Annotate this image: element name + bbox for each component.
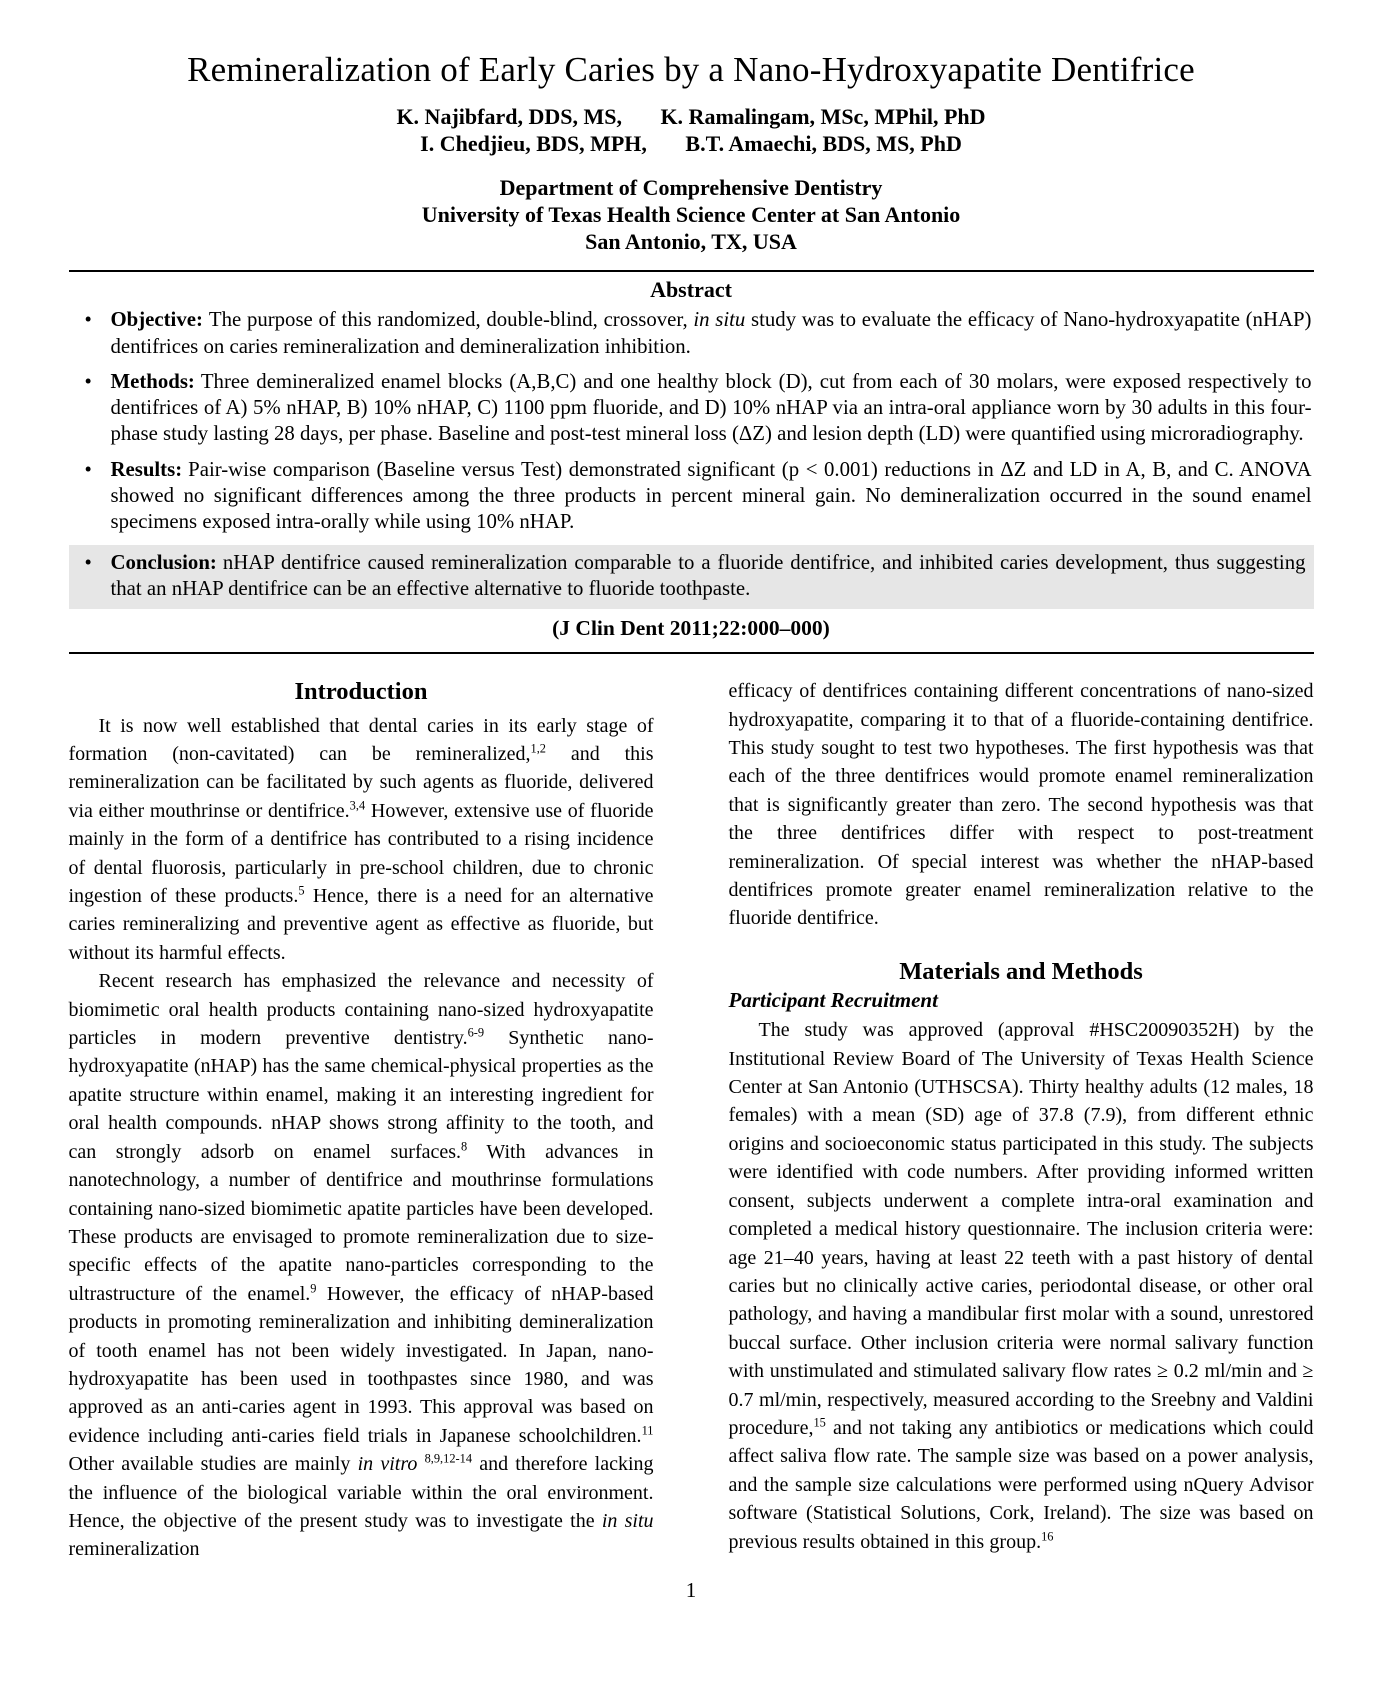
introduction-heading: Introduction [294, 678, 428, 706]
abstract-item-results [69, 457, 1314, 536]
bullet-icon: • [84, 550, 92, 574]
authors-block [69, 103, 1314, 157]
left-column [69, 677, 654, 1564]
introduction-paragraph-2: Recent research has emphasized the relevance and necessity of biomimetic oral health products containing nano-sized hydroxyapatite particles in modern preventive dentistry.$^{6-9}$ Synthetic nano-hydroxyapatite (nHAP) has the same chemical-physical properties as the apatite structure within enamel, making it an interesting ingredient for oral health compounds. nHAP shows strong affinity to the tooth, and can strongly adsorb on enamel surfaces.$^8$ With advances in nanotechnology, a number of dentifrice and mouthrinse formulations containing nano-sized biomimetic apatite particles have been developed. These products are envisaged to promote remineralization due to size-specific effects of the apatite nano-particles corresponding to the ultrastructure of the enamel.$^9$ However, the efficacy of nHAP-based products in promoting remineralization and inhibiting demineralization of tooth enamel has not been widely investigated. In Japan, nano-hydroxyapatite has been used in toothpastes since 1980, and was approved as an anti-caries agent in 1993. This approval was based on evidence including anti-caries field trials in Japanese schoolchildren.$^{11}$ Other available studies are mainly in vitro $^{8,9,12-14}$ and therefore lacking the influence of the biological variable within the oral environment. Hence, the objective of the present study was to investigate the in situ remineralization [68, 970, 654, 1561]
abstract-item-conclusion-highlighted [69, 545, 1314, 610]
abstract-bottom-rule [69, 652, 1314, 654]
introduction-paragraph-1: It is now well established that dental caries in its early stage of formation (non-cavitated) can be remineralized,$^{1,2}$ and this remineralization can be facilitated by such agents as fluoride, delivered via either mouthrinse or dentifrice.$^{3,4}$ However, extensive use of fluoride mainly in the form of a dentifrice has contributed to a rising incidence of dental fluorosis, particularly in pre-school children, due to chronic ingestion of these products.$^5$ Hence, there is a need for an alternative caries remineralizing and preventive agent as effective as fluoride, but without its harmful effects. [68, 714, 654, 964]
abstract-item-methods [69, 369, 1314, 448]
paper-page [69, 0, 1314, 1603]
bullet-icon: • [84, 457, 92, 481]
top-rule [69, 270, 1314, 272]
paper-title: Remineralization of Early Caries by a Nano-Hydroxyapatite Dentifrice [187, 50, 1195, 89]
conclusion-label: Conclusion: [110, 550, 217, 574]
results-text: Pair-wise comparison (Baseline versus Test) demonstrated significant (p < 0.001) reductions in ΔZ and LD in A, B, and C. ANOVA showed no significant differences among the three products in percent mineral gain. No demineralization occurred in the sound enamel specimens exposed intra-orally while using 10% nHAP. [110, 457, 1312, 534]
results-label: Results: [110, 457, 183, 481]
journal-citation: (J Clin Dent 2011;22:000–000) [552, 616, 830, 641]
methods-text: Three demineralized enamel blocks (A,B,C) and one healthy block (D), cut from each of 30 molars, were exposed respectively to dentifrices of A) 5% nHAP, B) 10% nHAP, C) 1100 ppm fluoride, and D) 10% nHAP via an intra-oral appliance worn by 30 adults in this four-phase study lasting 28 days, per phase. Baseline and post-test mineral loss (ΔZ) and lesion depth (LD) were quantified using microradiography. [110, 369, 1312, 446]
abstract-heading: Abstract [650, 277, 732, 303]
participant-recruitment-subheading: Participant Recruitment [728, 988, 938, 1013]
bullet-icon: • [84, 308, 92, 332]
objective-label: Objective: [110, 308, 203, 332]
introduction-paragraph-continuation: efficacy of dentifrices containing different concentrations of nano-sized hydroxyapatite, comparing it to that of a fluoride-containing dentifrice. This study sought to test two hypotheses. The first hypothesis was that each of the three dentifrices would promote enamel remineralization that is significantly greater than zero. The second hypothesis was that the three dentifrices differ with respect to post-treatment remineralization. Of special interest was whether the nHAP-based dentifrices promote greater enamel remineralization relative to the fluoride dentifrice. [728, 680, 1314, 930]
affiliation-block [69, 174, 1314, 255]
objective-text: The purpose of this randomized, double-blind, crossover, in situ study was to evaluate the efficacy of Nano-hydroxyapatite (nHAP) dentifrices on caries remineralization and demineralization inhibition. [110, 308, 1312, 358]
participant-recruitment-paragraph: The study was approved (approval #HSC20090352H) by the Institutional Review Board of The University of Texas Health Science Center at San Antonio (UTHSCSA). Thirty healthy adults (12 males, 18 females) with a mean (SD) age of 37.8 (7.9), from different ethnic origins and socioeconomic status participated in this study. The subjects were identified with code numbers. After providing informed written consent, subjects underwent a complete intra-oral examination and completed a medical history questionnaire. The inclusion criteria were: age 21–40 years, having at least 22 teeth with a past history of dental caries but no clinically active caries, periodontal disease, or other oral pathology, and having a mandibular first molar with a sound, unrestored buccal surface. Other inclusion criteria were normal salivary function with unstimulated and stimulated salivary flow rates ≥ 0.2 ml/min and ≥ 0.7 ml/min, respectively, measured according to the Sreebny and Valdini procedure,$^{15}$ and not taking any antibiotics or medications which could affect saliva flow rate. The sample size was based on a power analysis, and the sample size calculations were performed using nQuery Advisor software (Statistical Solutions, Cork, Ireland). The size was based on previous results obtained in this group.$^{16}$ [728, 1019, 1314, 1553]
affiliation-department: Department of Comprehensive Dentistry [499, 175, 883, 201]
page-number: 1 [685, 1577, 697, 1602]
methods-label: Methods: [110, 369, 195, 393]
bullet-icon: • [84, 369, 92, 393]
conclusion-text: nHAP dentifrice caused remineralization comparable to a fluoride dentifrice, and inhibited caries development, thus suggesting that an nHAP dentifrice can be an effective alternative to fluoride toothpaste. [110, 550, 1306, 600]
authors-line-1: K. Najibfard, DDS, MS, K. Ramalingam, MSc, MPhil, PhD [396, 104, 986, 130]
right-column [729, 677, 1314, 1564]
body-columns [69, 677, 1314, 1564]
affiliation-university: University of Texas Health Science Center at San Antonio [421, 202, 961, 228]
affiliation-city: San Antonio, TX, USA [585, 229, 797, 255]
abstract-list [69, 307, 1314, 609]
abstract-item-objective [69, 307, 1314, 360]
authors-line-2: I. Chedjieu, BDS, MPH, B.T. Amaechi, BDS, MS, PhD [420, 131, 962, 157]
materials-methods-heading: Materials and Methods [899, 957, 1143, 985]
